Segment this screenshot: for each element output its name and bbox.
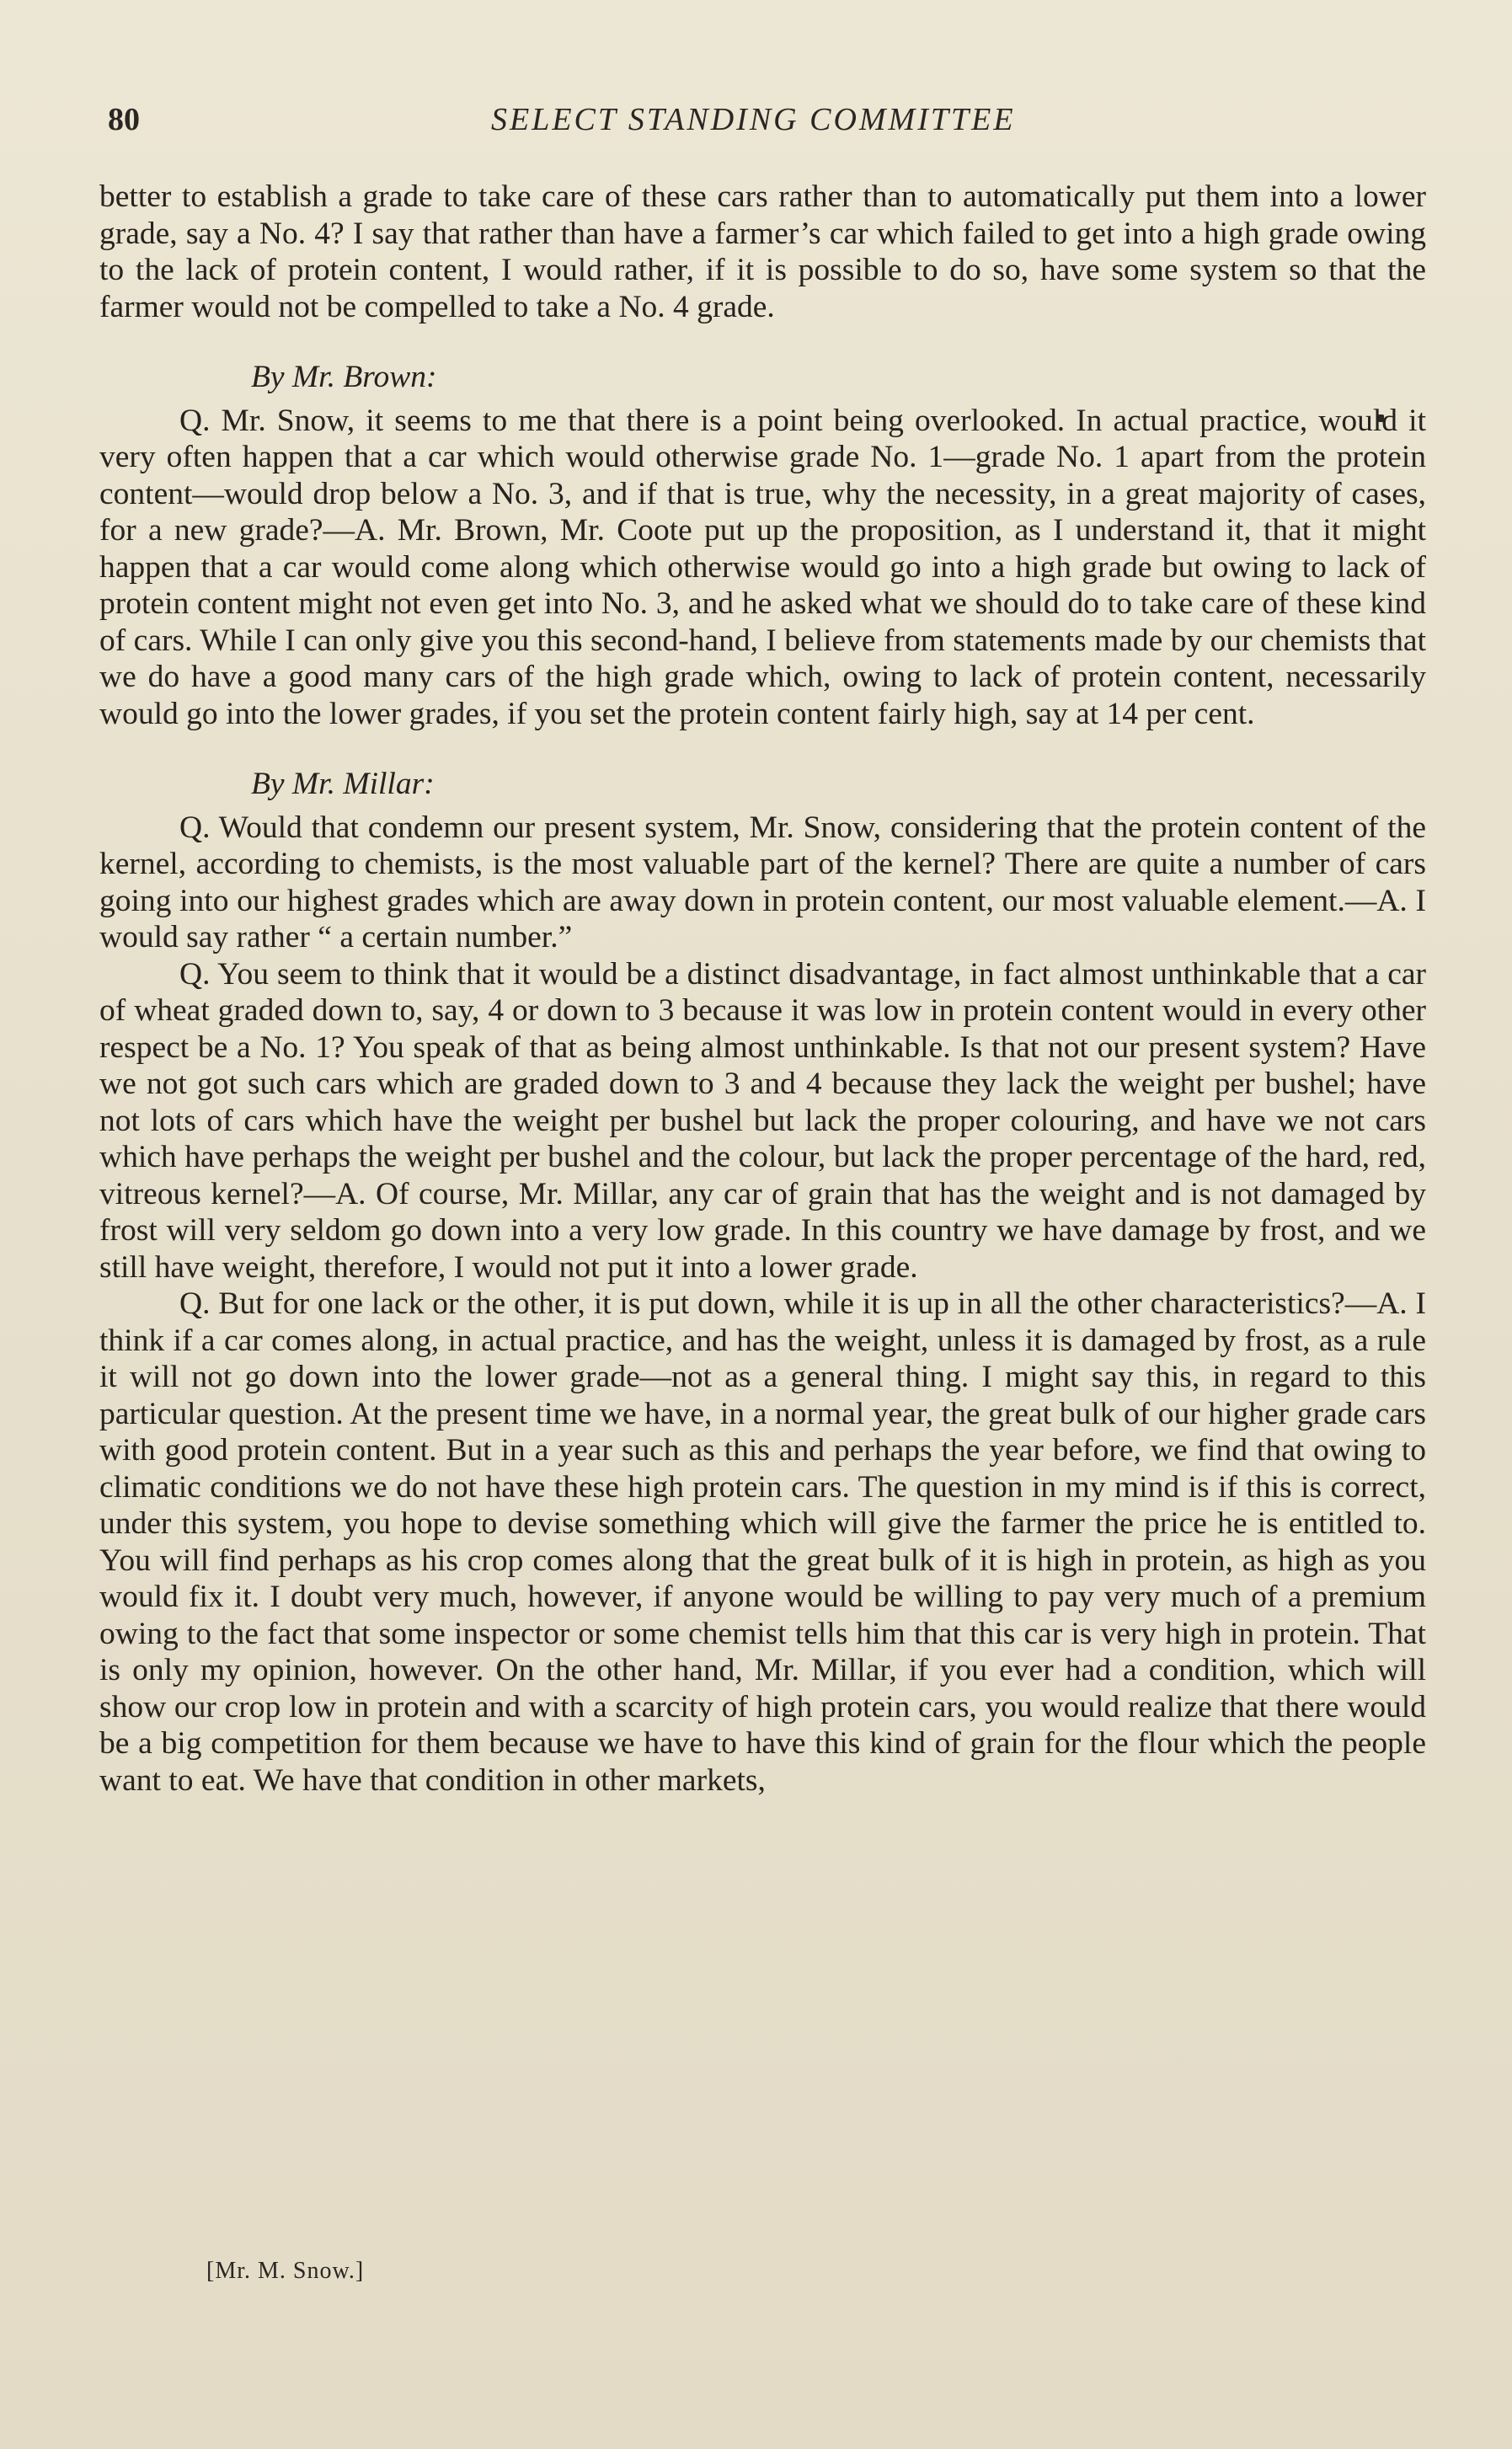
page-header [108,101,1439,152]
paragraph-brown-question: Q. Mr. Snow, it seems to me that there is a point being overlooked. In actual practice, would it very often happen that a car which would otherwise grade No. 1—grade No. 1 apart from the protein content—would drop below a No. 3, and if that is true, why the necessity, in a great majority of cases, for a new grade?—A. Mr. Brown, Mr. Coote put up the proposition, as I understand it, that it might happen that a car would come along which otherwise would go into a high grade but owing to lack of protein content might not even get into No. 3, and he asked what we should do to take care of these kind of cars. While I can only give you this second-hand, I believe from statements made by our chemists that we do have a good many cars of the high grade which, owing to lack of protein content, necessarily would go into the lower grades, if you set the protein content fairly high, say at 14 per cent. [99,403,1426,731]
speaker-tag: [Mr. M. Snow.] [206,2258,365,2284]
document-body [99,179,1426,1799]
running-head: SELECT STANDING COMMITTEE [491,102,1016,137]
paragraph-millar-question-2: Q. You seem to think that it would be a distinct disadvantage, in fact almost unthinkable that a car of wheat graded down to, say, 4 or down to 3 because it was low in protein content would in every other respect be a No. 1? You speak of that as being almost unthinkable. Is that not our present system? Have we not got such cars which are graded down to 3 and 4 because they lack the weight per bushel; have not lots of cars which have the weight per bushel but lack the proper colouring, and have we not cars which have perhaps the weight per bushel and the colour, but lack the proper percentage of the hard, red, vitreous kernel?—A. Of course, Mr. Millar, any car of grain that has the weight and is not damaged by frost will very seldom go down into a very low grade. In this country we have damage by frost, and we still have weight, therefore, I would not put it into a lower grade. [99,956,1426,1285]
speaker-heading-brown: By Mr. Brown: [251,360,437,394]
page-number: 80 [108,102,140,137]
paragraph-millar-question-1: Q. Would that condemn our present system, Mr. Snow, considering that the protein content of the kernel, according to chemists, is the most valuable part of the kernel? There are quite a number of cars going into our highest grades which are away down in protein content, our most valuable element.—A. I would say rather “ a certain number.” [99,810,1426,954]
paragraph-continued: better to establish a grade to take care of these cars rather than to automatically put them into a lower grade, say a No. 4? I say that rather than have a farmer’s car which failed to get into a high grade owing to the lack of protein content, I would rather, if it is possible to do so, have some system so that the farmer would not be compelled to take a No. 4 grade. [99,179,1426,324]
speaker-heading-millar: By Mr. Millar: [251,767,435,801]
paragraph-millar-question-3: Q. But for one lack or the other, it is put down, while it is up in all the other characteristics?—A. I think if a car comes along, in actual practice, and has the weight, unless it is damaged by frost, as a rule it will not go down into the lower grade—not as a general thing. I might say this, in regard to this particular question. At the present time we have, in a normal year, the great bulk of our higher grade cars with good protein content. But in a year such as this and perhaps the year before, we find that owing to climatic conditions we do not have these high protein cars. The question in my mind is if this is correct, under this system, you hope to devise something which will give the farmer the price he is entitled to. You will find perhaps as his crop comes along that the great bulk of it is high in protein, as high as you would fix it. I doubt very much, however, if anyone would be willing to pay very much of a premium owing to the fact that some inspector or some chemist tells him that this car is very high in protein. That is only my opinion, however. On the other hand, Mr. Millar, if you ever had a condition, which will show our crop low in protein and with a scarcity of high protein cars, you would realize that there would be a big competition for them because we have to have this kind of grain for the flour which the people want to eat. We have that condition in other markets, [99,1286,1426,1798]
